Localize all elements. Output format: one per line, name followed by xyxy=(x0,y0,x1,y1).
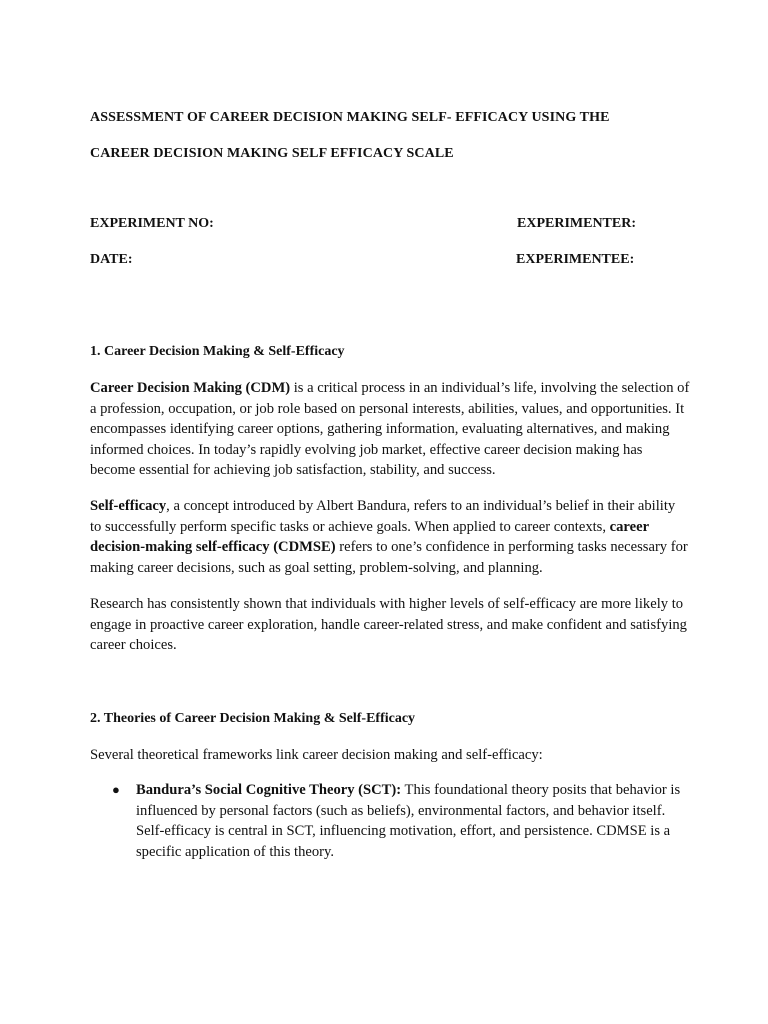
list-item xyxy=(90,780,690,862)
section-2-heading: 2. Theories of Career Decision Making & Self-Efficacy xyxy=(90,711,416,726)
document-title-line-2: CAREER DECISION MAKING SELF EFFICACY SCALE xyxy=(90,146,454,161)
cdmse-term: career decision-making self-efficacy (CDMSE) xyxy=(90,518,649,555)
self-efficacy-text-2: refers to one’s confidence in performing tasks necessary for making career decisions, such as goal setting, problem-solving, and planning. xyxy=(90,539,688,576)
experiment-no-label: EXPERIMENT NO: xyxy=(90,216,214,231)
document-title-line-1: ASSESSMENT OF CAREER DECISION MAKING SELF- EFFICACY USING THE xyxy=(90,110,610,125)
cdm-term: Career Decision Making (CDM) xyxy=(90,380,291,396)
theories-list xyxy=(90,780,690,862)
self-efficacy-text-1: , a concept introduced by Albert Bandura, refers to an individual’s belief in their ability to successfully perform specific tasks or achieve goals. When applied to career contexts, xyxy=(90,498,676,535)
paragraph-cdm xyxy=(90,378,690,481)
experimentee-label: EXPERIMENTEE: xyxy=(516,252,635,267)
experimenter-label: EXPERIMENTER: xyxy=(517,216,637,231)
self-efficacy-term: Self-efficacy xyxy=(90,498,167,514)
paragraph-research: Research has consistently shown that individuals with higher levels of self-efficacy are more likely to engage in proactive career exploration, handle career-related stress, and make confident and satisfying career choices. xyxy=(90,596,687,653)
section-1-heading: 1. Career Decision Making & Self-Efficacy xyxy=(90,344,345,359)
section-2-intro: Several theoretical frameworks link career decision making and self-efficacy: xyxy=(90,747,543,763)
theory-description: This foundational theory posits that behavior is influenced by personal factors (such as beliefs), environmental factors, and behavior itself. Self-efficacy is central in SCT, influencing motivation, effort, and persistence. CDMSE is a specific application of this theory. xyxy=(136,782,681,860)
paragraph-self-efficacy xyxy=(90,496,690,578)
theory-name: Bandura’s Social Cognitive Theory (SCT): xyxy=(136,782,402,798)
bullet-icon: ● xyxy=(112,782,120,797)
cdm-definition: is a critical process in an individual’s life, involving the selection of a profession, occupation, or job role based on personal interests, abilities, values, and opportunities. It encompasses identifying career options, gathering information, evaluating alternatives, and making informed choices. In today’s rapidly evolving job market, effective career decision making has become essential for achieving job satisfaction, stability, and success. xyxy=(90,380,690,478)
date-label: DATE: xyxy=(90,252,133,267)
